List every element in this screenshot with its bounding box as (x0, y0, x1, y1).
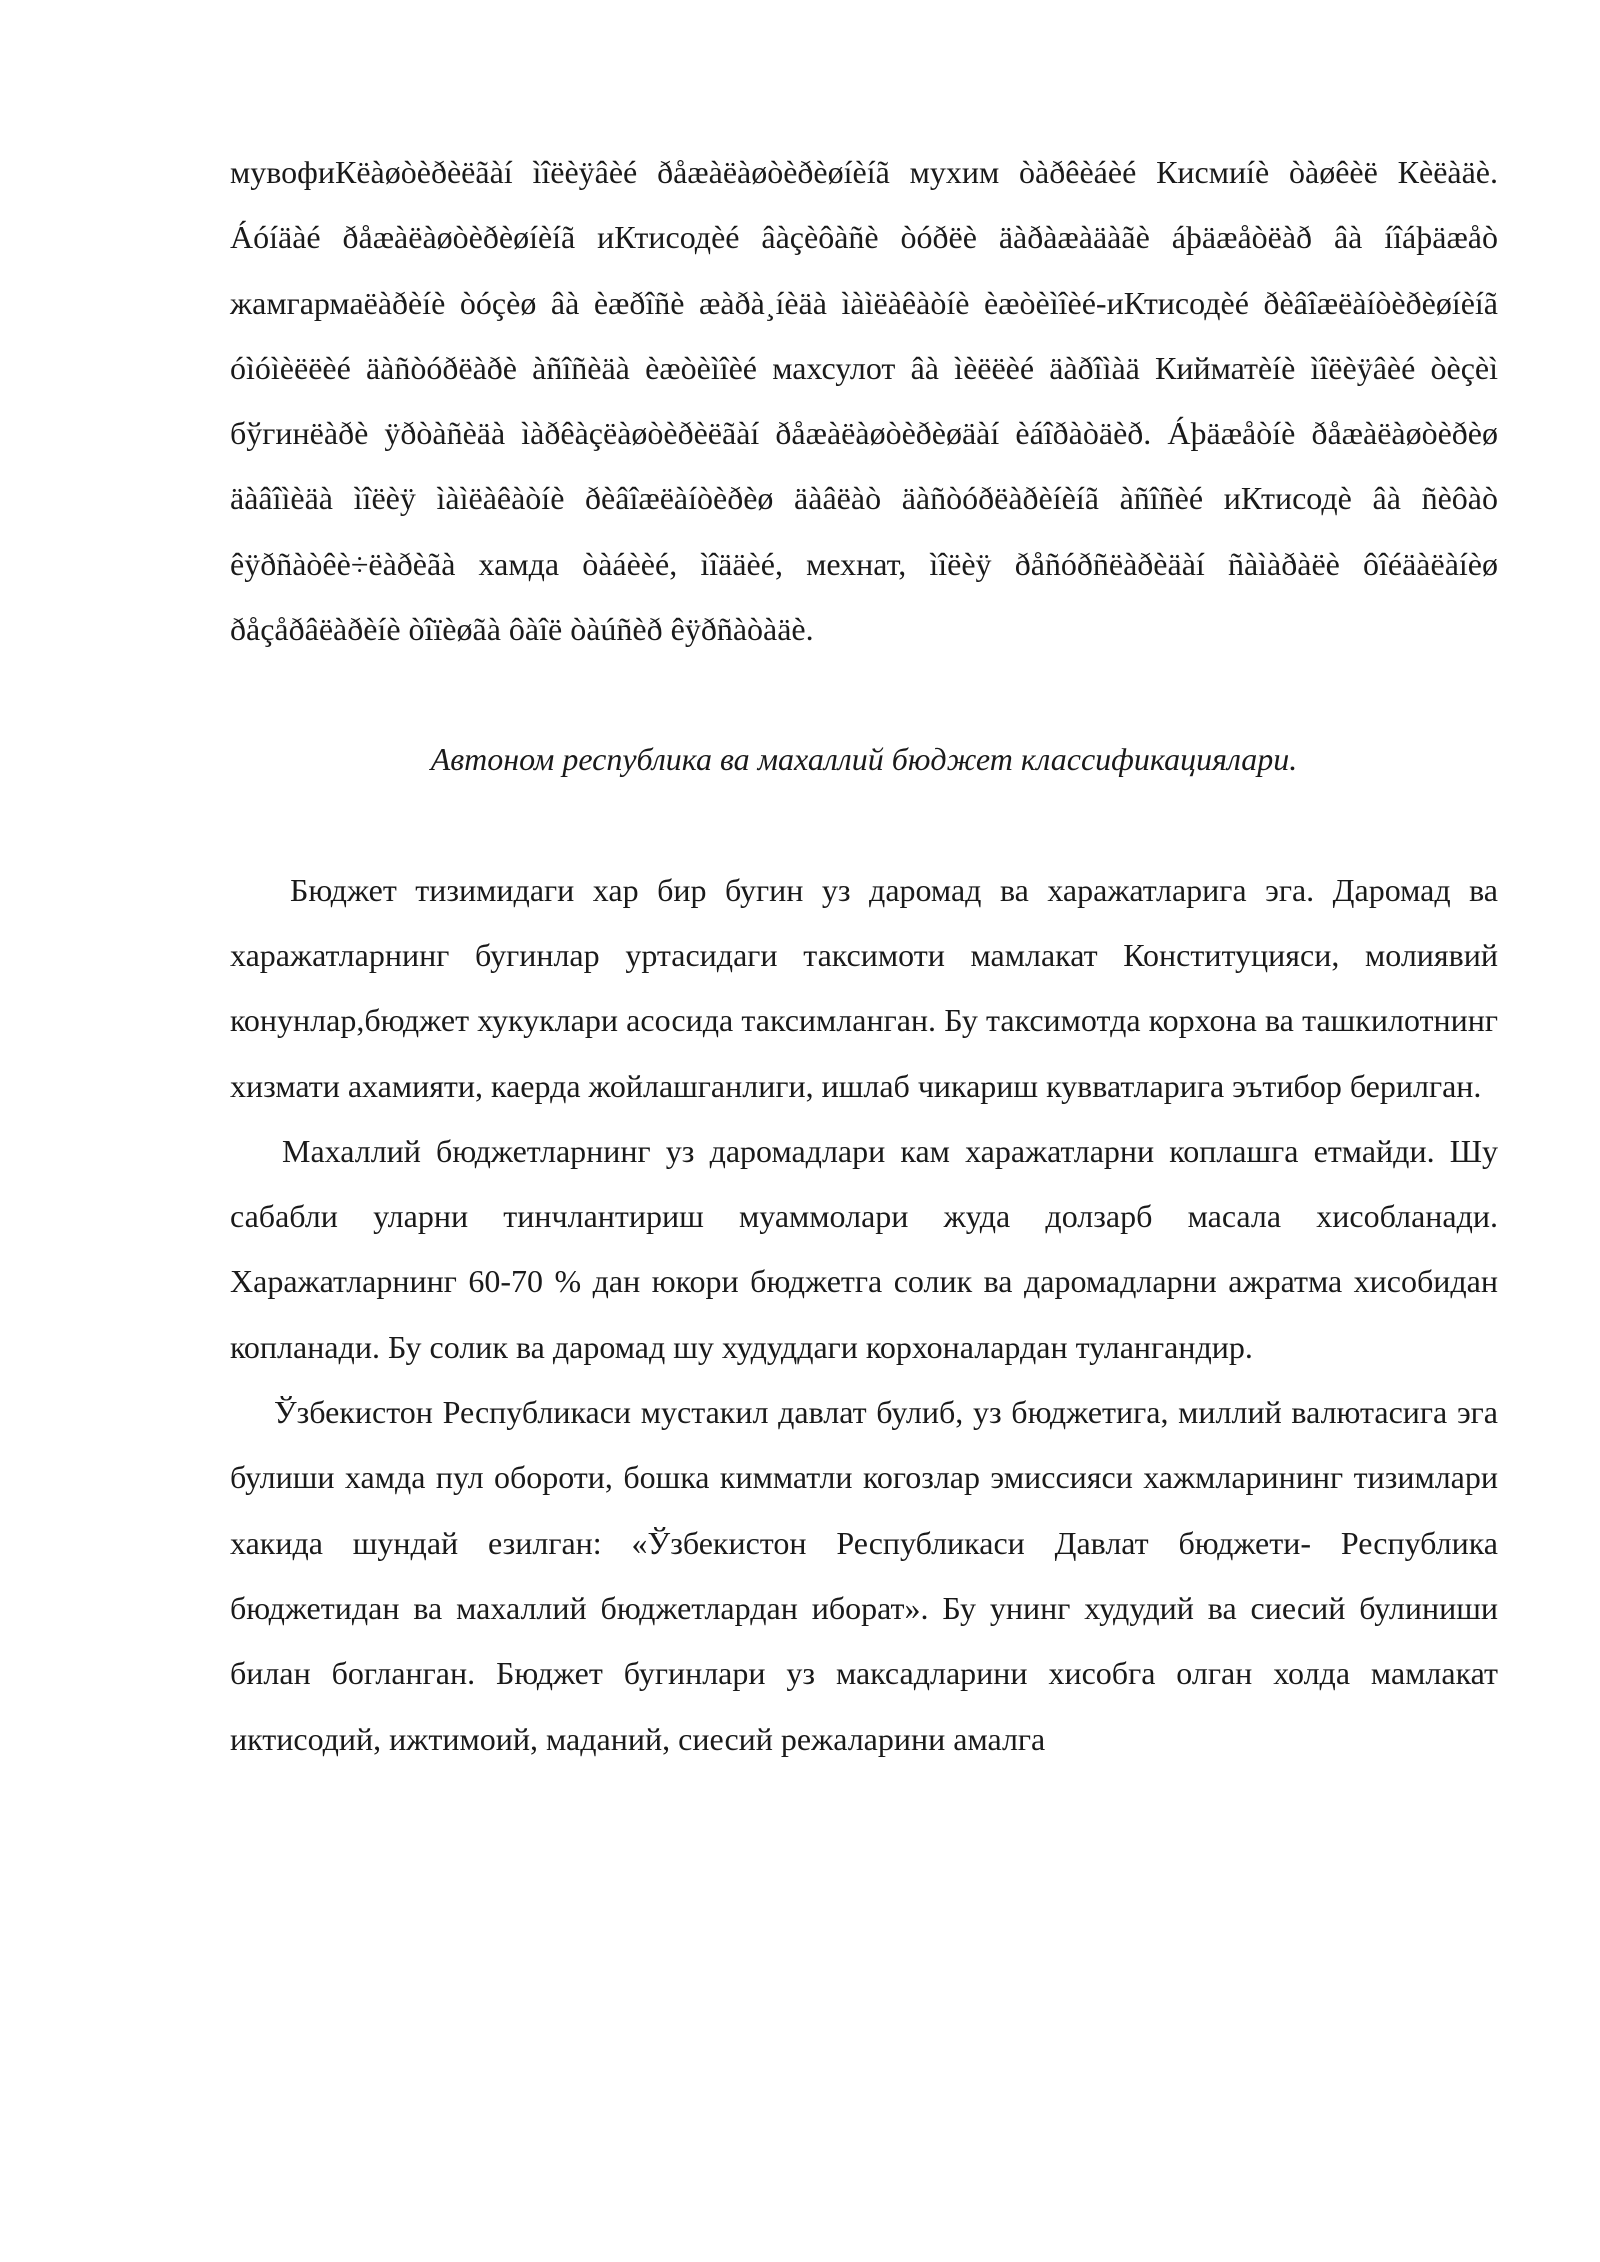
section-heading: Автоном республика ва махаллий бюджет классификациялари. (430, 741, 1298, 778)
body-paragraph-2: Махаллий бюджетларнинг уз даромадлари кам харажатларни коплашга етмайди. Шу сабабли уларни тинчлантириш муаммолари жуда долзарб масала хисобланади. Харажатларнинг 60-70 % дан юкори бюджетга солик ва даромадларни ажратма хисобидан копланади. Бу солик ва даромад шу худуддаги корхоналардан тулангандир. (230, 1132, 1498, 1365)
document-page (230, 140, 1498, 1772)
body-paragraph-1: Бюджет тизимидаги хар бир бугин уз даромад ва харажатларига эга. Даромад ва харажатларнинг бугинлар уртасидаги таксимоти мамлакат Конституцияси, молиявий конунлар,бюджет хукуклари асосида таксимланган. Бу таксимотда корхона ва ташкилотнинг хизмати ахамияти, каерда жойлашганлиги, ишлаб чикариш кувватларига эътибор берилган. (230, 871, 1498, 1104)
body-paragraph-3: Ўзбекистон Республикаси мустакил давлат булиб, уз бюджетига, миллий валютасига эга булиши хамда пул обороти, бошка кимматли когозлар эмиссияси хажмларининг тизимлари хакида шундай езилган: «Ўзбекистон Республикаси Давлат бюджети- Республика бюджетидан ва махаллий бюджетлардан иборат». Бу унинг худудий ва сиесий булиниши билан богланган. Бюджет бугинлари уз максадларини хисобга олган холда мамлакат иктисодий, ижтимоий, маданий, сиесий режаларини амалга (230, 1394, 1498, 1757)
intro-paragraph: мувофиКëàøòèðèëãàí ìîëèÿâèé ðåæàëàøòèðèøíèíã мухим òàðêèáèé Кисмиíè òàøêèë Кèëàäè. Áóíäàé ðåæàëàøòèðèøíèíã иКтисодèé âàçèôàñè òóðëè äàðàæàäàãè áþäæåòëàð âà íîáþäæåò жамгармаëàðèíè òóçèø âà èæðîñè æàðà¸íèäà ìàìëàêàòíè èæòèìîèé-иКтисодèé ðèâîæëàíòèðèøíèíã óìóìèëëèé äàñòóðëàðè àñîñèäà èæòèìîèé махсулот âà ìèëëèé äàðîìàä Кийматèíè ìîëèÿâèé òèçèì бўгинëàðè ÿðòàñèäà ìàðêàçëàøòèðèëãàí ðåæàëàøòèðèøäàí èáîðàòäèð. Áþäæåòíè ðåæàëàøòèðèø äàâîìèäà ìîëèÿ ìàìëàêàòíè ðèâîæëàíòèðèø äàâëàò äàñòóðëàðèíèíã àñîñèé иКтисодè âà ñèôàò êÿðñàòêè÷ëàðèãà хамда òàáèèé, ìîääèé, мехнат, ìîëèÿ ðåñóðñëàðèäàí ñàìàðàëè ôîéäàëàíèø ðåçåðâëàðèíè òîïèøãà ôàîë òàúñèð êÿðñàòàäè. (230, 154, 1498, 648)
